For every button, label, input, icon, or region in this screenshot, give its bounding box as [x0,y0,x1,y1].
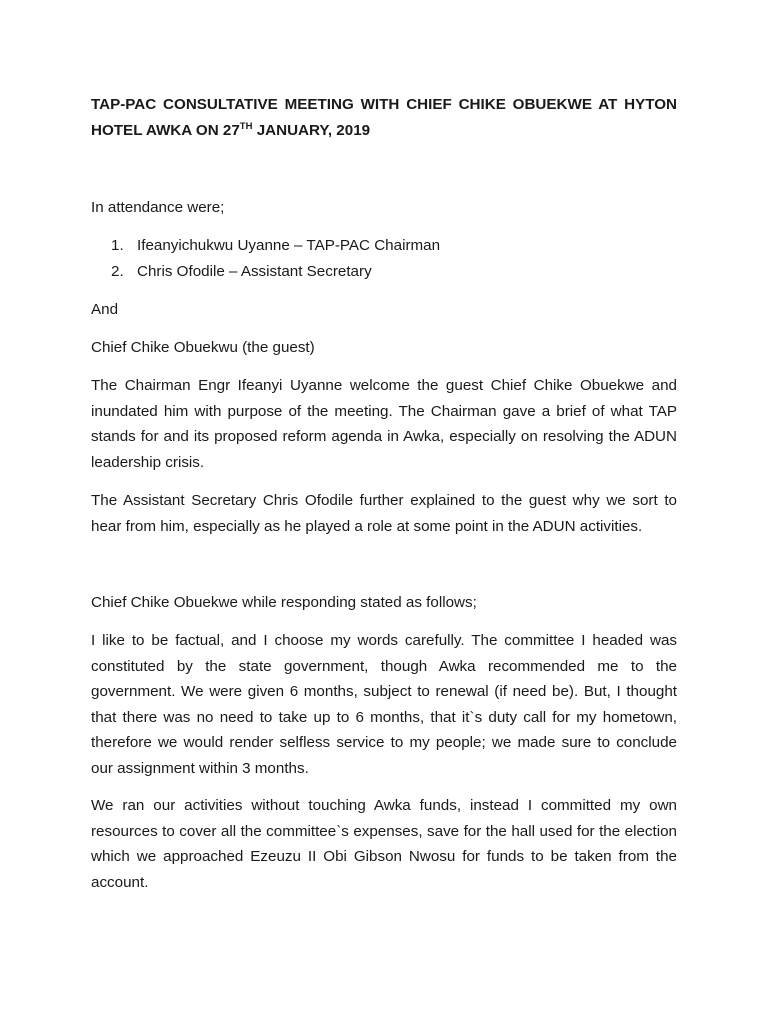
title-superscript: TH [239,120,253,132]
title-text-end: JANUARY, 2019 [252,121,371,139]
paragraph-funds: We ran our activities without touching Awka funds, instead I committed my own resources to cover all the committee`s expenses, save for the hall used for the election which we approached Ezeuzu II Obi Gibson Nwosu for funds to be taken from the account. [91,797,677,891]
title-text: TAP-PAC CONSULTATIVE MEETING WITH CHIEF CHIKE OBUEKWE AT HYTON HOTEL AWKA ON 27 [91,96,677,139]
list-item [91,259,677,285]
guest-line: Chief Chike Obuekwu (the guest) [91,339,315,356]
paragraph-chairman-welcome: The Chairman Engr Ifeanyi Uyanne welcome the guest Chief Chike Obuekwe and inundated him with purpose of the meeting. The Chairman gave a brief of what TAP stands for and its proposed reform agenda in Awka, especially on resolving the ADUN leadership crisis. [91,377,677,471]
paragraph-assistant-secretary: The Assistant Secretary Chris Ofodile further explained to the guest why we sort to hear from him, especially as he played a role at some point in the ADUN activities. [91,492,677,535]
paragraph-guest-statement: I like to be factual, and I choose my words carefully. The committee I headed was constituted by the state government, though Awka recommended me to the government. We were given 6 months, subject to renewal (if need be). But, I thought that there was no need to take up to 6 months, that it`s duty call for my hometown, therefore we would render selfless service to my people; we made sure to conclude our assignment within 3 months. [91,632,677,777]
attendee-list [91,233,677,285]
attendance-intro: In attendance were; [91,199,225,216]
list-item-text: Ifeanyichukwu Uyanne – TAP-PAC Chairman [137,237,441,254]
paragraph-guest-response-intro: Chief Chike Obuekwe while responding stated as follows; [91,594,477,611]
document-title [91,92,677,143]
list-item-number: 2. [111,263,124,280]
list-item-number: 1. [111,237,124,254]
list-item-text: Chris Ofodile – Assistant Secretary [137,263,372,280]
list-item [91,233,677,259]
and-text: And [91,301,119,318]
